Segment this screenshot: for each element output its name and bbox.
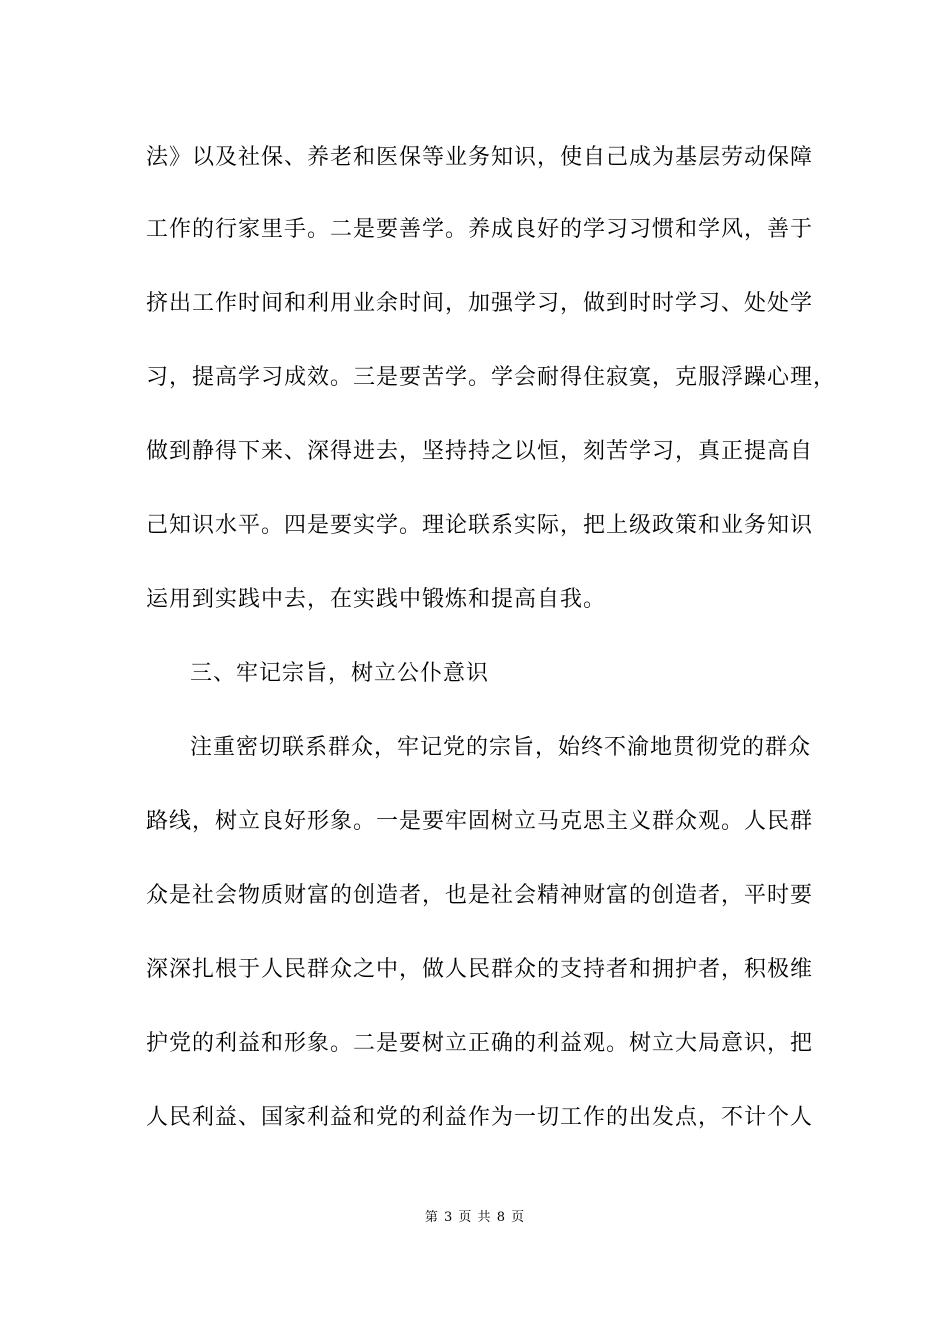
body-text-line: 运用到实践中去，在实践中锻炼和提高自我。 <box>146 587 607 612</box>
body-text-line: 路线，树立良好形象。一是要牢固树立马克思主义群众观。人民群 <box>146 809 814 834</box>
body-text-line: 人民利益、国家利益和党的利益作为一切工作的出发点，不计个人 <box>146 1105 814 1130</box>
body-text-line: 深深扎根于人民群众之中，做人民群众的支持者和拥护者，积极维 <box>146 957 814 982</box>
body-text-line: 众是社会物质财富的创造者，也是社会精神财富的创造者，平时要 <box>146 883 814 908</box>
section-heading: 三、牢记宗旨，树立公仆意识 <box>190 661 490 686</box>
body-text-line: 法》以及社保、养老和医保等业务知识，使自己成为基层劳动保障 <box>146 145 814 170</box>
body-text-line: 习，提高学习成效。三是要苦学。学会耐得住寂寞，克服浮躁心理， <box>146 365 837 390</box>
body-text-line: 己知识水平。四是要实学。理论联系实际，把上级政策和业务知识 <box>146 513 814 538</box>
body-text-line: 护党的利益和形象。二是要树立正确的利益观。树立大局意识，把 <box>146 1031 814 1056</box>
body-text-line: 挤出工作时间和利用业余时间，加强学习，做到时时学习、处处学 <box>146 291 814 316</box>
body-text-line: 注重密切联系群众，牢记党的宗旨，始终不渝地贯彻党的群众 <box>190 735 812 760</box>
page-footer: 第 3 页 共 8 页 <box>424 1210 526 1225</box>
body-text-line: 做到静得下来、深得进去，坚持持之以恒，刻苦学习，真正提高自 <box>146 439 814 464</box>
body-text-line: 工作的行家里手。二是要善学。养成良好的学习习惯和学风，善于 <box>146 217 814 242</box>
